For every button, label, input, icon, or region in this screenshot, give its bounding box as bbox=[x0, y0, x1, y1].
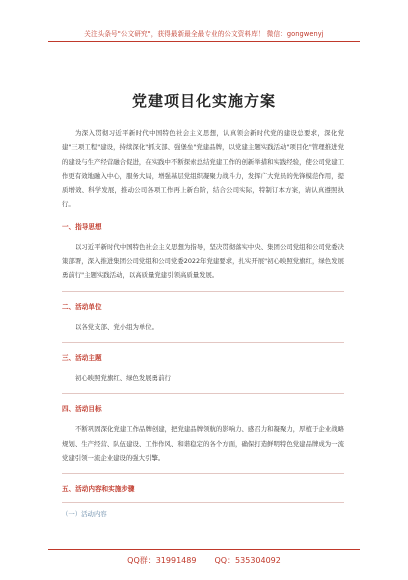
section-divider bbox=[62, 473, 344, 474]
section-heading-guiding-ideology: 一、指导思想 bbox=[62, 222, 102, 231]
section-divider bbox=[62, 291, 344, 292]
document-body bbox=[62, 126, 344, 519]
section-divider bbox=[62, 502, 344, 503]
footer-contact bbox=[48, 555, 360, 566]
section-body-activity-theme: 初心映照党旗红、绿色发展勇前行 bbox=[75, 373, 171, 382]
header-banner: 关注头条号"公文研究"，获得最新最全最专业的公文资料库！ 微信：gongwenyj bbox=[84, 30, 324, 38]
header-divider bbox=[48, 41, 360, 42]
section-body-activity-unit: 以各党支部、党小组为单位。 bbox=[75, 322, 159, 331]
footer-qq: QQ：535304092 bbox=[214, 556, 281, 565]
section-heading-activity-goal: 四、活动目标 bbox=[62, 405, 102, 414]
section-divider bbox=[62, 393, 344, 394]
section-heading-activity-unit: 二、活动单位 bbox=[62, 302, 102, 311]
document-title: 党建项目化实施方案 bbox=[131, 92, 276, 110]
section-body-activity-goal: 不断巩固深化党建工作品牌创建，把党建品牌领航的影响力、感召力和凝聚力，厚植于企业战略规划、生产经营、队伍建设、工作作风、和谐稳定的各个方面，确保打造鲜明特色党建品牌成为一流党建引领一流企业建设的强大引擎。 bbox=[62, 425, 344, 462]
footer-qq-group: QQ群：31991489 bbox=[127, 556, 197, 565]
section-heading-activity-theme: 三、活动主题 bbox=[62, 353, 102, 362]
intro-paragraph: 为深入贯彻习近平新时代中国特色社会主义思想，认真领会新时代党的建设总要求，深化党建"三项工程"建设，持续深化"抓支部、强堡垒"党建品牌，以党建主题实践活动"项目化"管理推进党的建设与生产经营融合促进，在实践中不断探索总结党建工作的创新举措和实践经验，使公司党建工作更有效地融入中心，服务大局，增强基层党组织凝聚力战斗力，发挥广大党员的先锋模范作用，提质增效、科学发展，推动公司各项工作再上新台阶，结合公司实际，特制订本方案，请认真遵照执行。 bbox=[62, 129, 344, 209]
footer-divider bbox=[48, 549, 360, 550]
section-divider bbox=[62, 342, 344, 343]
subheading-activity-content: （一）活动内容 bbox=[62, 510, 107, 519]
section-heading-content-and-steps: 五、活动内容和实施步骤 bbox=[62, 485, 135, 494]
section-body-guiding-ideology: 以习近平新时代中国特色社会主义思想为指导，坚决贯彻落实中央、集团公司党组和公司党委决策部署，深入推进集团公司党组和公司党委2022年党建要求，扎实开展"初心映照党旗红，绿色发展勇前行"主题实践活动，以高质量党建引领高质量发展。 bbox=[62, 242, 344, 280]
